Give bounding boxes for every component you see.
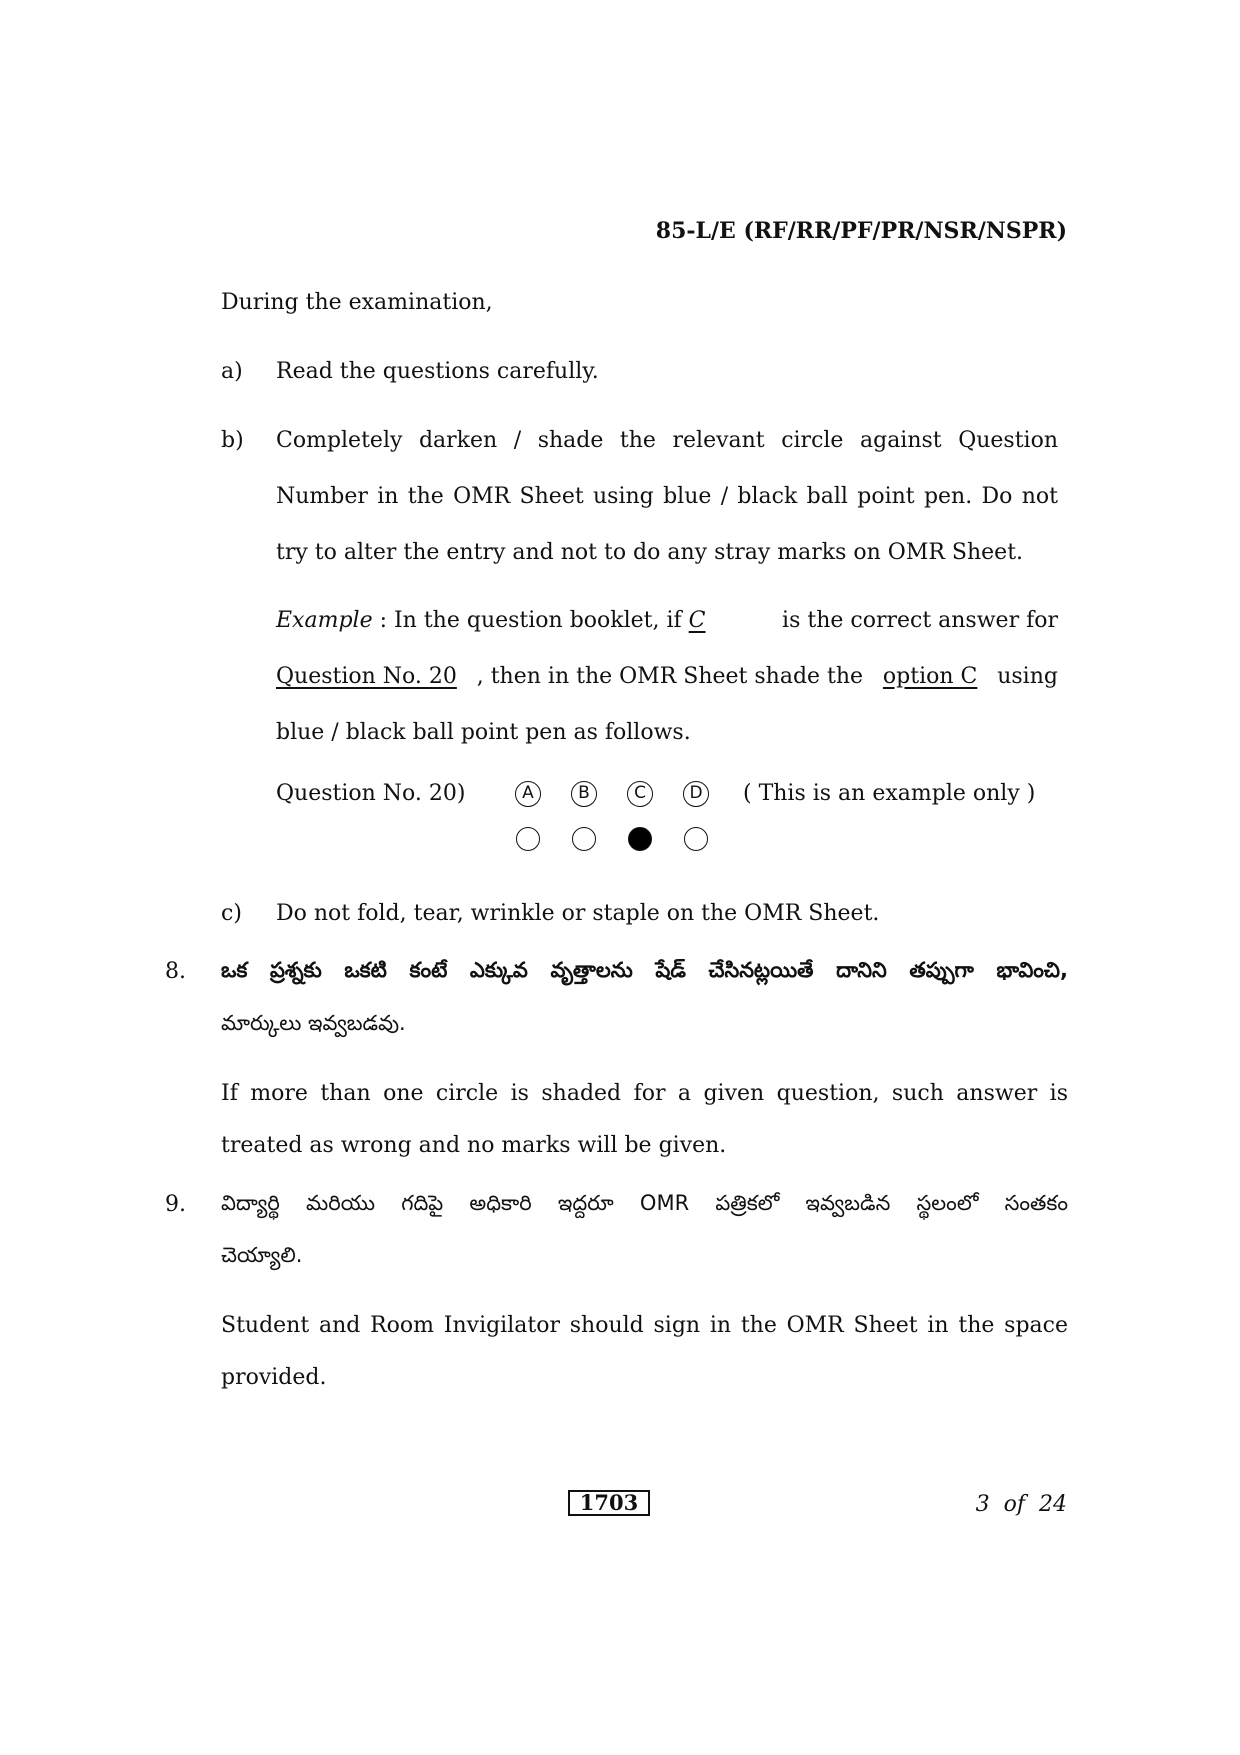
example-line-1-start xyxy=(276,608,706,633)
omr-example-note: ( This is an example only ) xyxy=(743,781,1036,806)
intro-text: During the examination, xyxy=(221,290,493,315)
q9-telugu-line-2: చెయ్యాలి. xyxy=(221,1243,303,1267)
item-b-line-1: Completely darken / shade the relevant circle against Question xyxy=(276,428,1058,453)
q8-english-line-1: If more than one circle is shaded for a given question, such answer is xyxy=(221,1081,1068,1106)
page-total: 24 xyxy=(1039,1492,1067,1517)
q9-english-line-1: Student and Room Invigilator should sign in the OMR Sheet in the space xyxy=(221,1313,1068,1338)
example-label: Example xyxy=(276,608,373,633)
example-line-2-post: using xyxy=(997,664,1058,689)
omr-option-d-label: D xyxy=(683,781,709,807)
item-b-line-3: try to alter the entry and not to do any stray marks on OMR Sheet. xyxy=(276,540,1024,565)
paper-number-box: 1703 xyxy=(568,1490,650,1516)
omr-question-label: Question No. 20) xyxy=(276,781,466,806)
omr-option-a-label: A xyxy=(515,781,541,807)
q9-telugu-line-1: విద్యార్థి మరియు గదిపై అధికారి ఇద్దరూ OMR పత్రికలో ఇవ్వబడిన స్థలంలో సంతకం xyxy=(221,1191,1068,1215)
page-number xyxy=(976,1492,1067,1517)
example-question-ref: Question No. 20 xyxy=(276,664,457,689)
q8-telugu-line-2: మార్కులు ఇవ్వబడవు. xyxy=(221,1011,406,1035)
q8-english-line-2: treated as wrong and no marks will be given. xyxy=(221,1133,727,1158)
omr-bubble-d xyxy=(684,827,708,851)
item-a-marker: a) xyxy=(221,359,243,384)
item-b-line-2: Number in the OMR Sheet using blue / black ball point pen. Do not xyxy=(276,484,1058,509)
page-of-label: of xyxy=(1003,1492,1025,1517)
example-line-2 xyxy=(276,664,1058,689)
example-option-ref: option C xyxy=(882,664,978,689)
example-line-1 xyxy=(276,608,1058,633)
example-line-3: blue / black ball point pen as follows. xyxy=(276,720,691,745)
item-b-marker: b) xyxy=(221,428,244,453)
q8-telugu-line-1: ఒక ప్రశ్నకు ఒకటి కంటే ఎక్కువ వృత్తాలను షేడ్ చేసినట్లయితే దానిని తప్పుగా భావించి, xyxy=(221,958,1068,982)
example-answer: C xyxy=(688,608,706,633)
q9-english-line-2: provided. xyxy=(221,1365,327,1390)
omr-bubble-a xyxy=(516,827,540,851)
omr-option-b-label: B xyxy=(571,781,597,807)
omr-option-c-label: C xyxy=(627,781,653,807)
paper-code-header: 85-L/E (RF/RR/PF/PR/NSR/NSPR) xyxy=(655,218,1067,244)
page-current: 3 xyxy=(975,1492,990,1517)
omr-bubble-c xyxy=(628,827,652,851)
q9-number: 9. xyxy=(165,1192,186,1217)
item-a-text: Read the questions carefully. xyxy=(276,359,599,384)
item-c-marker: c) xyxy=(221,901,242,926)
omr-bubble-b xyxy=(572,827,596,851)
example-line-2-mid: , then in the OMR Sheet shade the xyxy=(476,664,864,689)
q8-number: 8. xyxy=(165,959,186,984)
example-line-1-pre: : In the question booklet, if xyxy=(372,608,689,633)
item-c-text: Do not fold, tear, wrinkle or staple on the OMR Sheet. xyxy=(276,901,880,926)
example-line-1-post: is the correct answer for xyxy=(782,608,1058,633)
